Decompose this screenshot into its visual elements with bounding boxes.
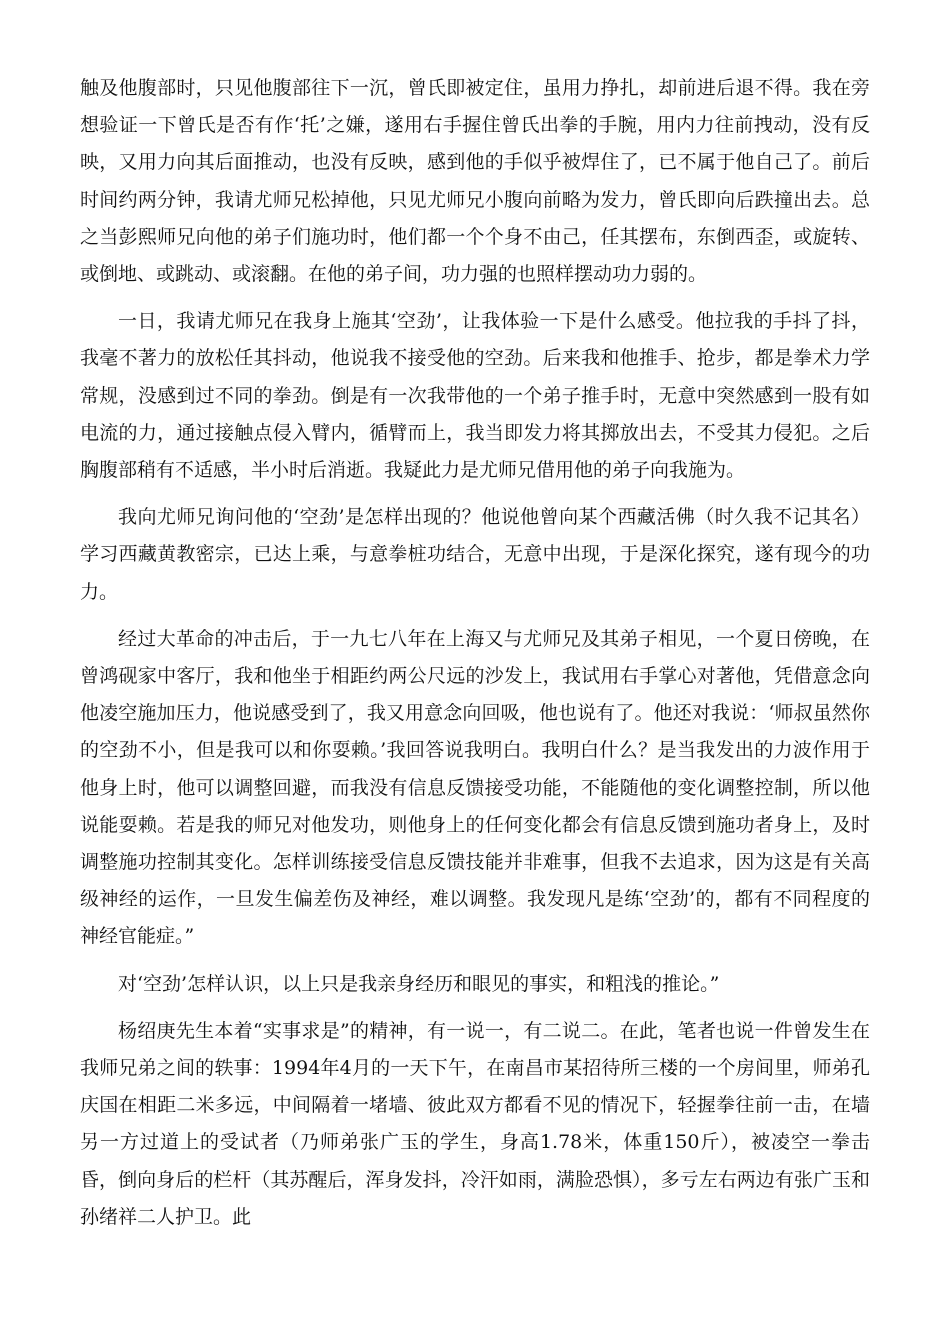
paragraph: 一日，我请尤师兄在我身上施其‘空劲’，让我体验一下是什么感受。他拉我的手抖了抖，我毫不著力的放松任其抖动，他说我不接受他的空劲。后来我和他推手、抢步，都是拳术力学常规，没感到过不同的拳劲。倒是有一次我带他的一个弟子推手时，无意中突然感到一股有如电流的力，通过接触点侵入臂内，循臂而上，我当即发力将其掷放出去，不受其力侵犯。之后胸腹部稍有不适感，半小时后消逝。我疑此力是尤师兄借用他的弟子向我施为。 <box>80 310 870 482</box>
paragraph: 对‘空劲’怎样认识，以上只是我亲身经历和眼见的事实，和粗浅的推论。” <box>118 972 720 995</box>
paragraph: 杨绍庚先生本着“实事求是”的精神，有一说一，有二说二。在此，笔者也说一件曾发生在我师兄弟之间的轶事：1994年4月的一天下午，在南昌市某招待所三楼的一个房间里，师弟孔庆国在相距二米多远，中间隔着一堵墙、彼此双方都看不见的情况下，轻握拳往前一击，在墙另一方过道上的受试者（乃师弟张广玉的学生，身高1.78米，体重150斤），被凌空一拳击昏，倒向身后的栏杆（其苏醒后，浑身发抖，冷汗如雨，满脸恐惧），多亏左右两边有张广玉和孙绪祥二人护卫。此 <box>80 1019 870 1228</box>
paragraph-continued: 触及他腹部时，只见他腹部往下一沉，曾氏即被定住，虽用力挣扎，却前进后退不得。我在旁想验证一下曾氏是否有作‘托’之嫌，遂用右手握住曾氏出拳的手腕，用内力往前拽动，没有反映，又用力向其后面推动，也没有反映，感到他的手似乎被焊住了，已不属于他自己了。前后时间约两分钟，我请尤师兄松掉他，只见尤师兄小腹向前略为发力，曾氏即向后跌撞出去。总之当彭熙师兄向他的弟子们施功时，他们都一个个身不由己，任其摆布，东倒西歪，或旋转、或倒地、或跳动、或滚翻。在他的弟子间，功力强的也照样摆动功力弱的。 <box>80 77 870 286</box>
paragraph: 经过大革命的冲击后，于一九七八年在上海又与尤师兄及其弟子相见，一个夏日傍晚，在曾鸿砚家中客厅，我和他坐于相距约两公尺远的沙发上，我试用右手掌心对著他，凭借意念向他凌空施加压力，他说感受到了，我又用意念向回吸，他也说有了。他还对我说：‘师叔虽然你的空劲不小，但是我可以和你耍赖。’我回答说我明白。我明白什么？是当我发出的力波作用于他身上时，他可以调整回避，而我没有信息反馈接受功能，不能随他的变化调整控制，所以他说能耍赖。若是我的师兄对他发功，则他身上的任何变化都会有信息反馈到施功者身上，及时调整施功控制其变化。怎样训练接受信息反馈技能并非难事，但我不去追求，因为这是有关高级神经的运作，一旦发生偏差伤及神经，难以调整。我发现凡是练‘空劲’的，都有不同程度的神经官能症。” <box>80 627 870 948</box>
paragraph: 我向尤师兄询问他的‘空劲’是怎样出现的？他说他曾向某个西藏活佛（时久我不记其名）学习西藏黄教密宗，已达上乘，与意拳桩功结合，无意中出现，于是深化探究，遂有现今的功力。 <box>80 506 870 603</box>
document-page <box>80 70 870 1246</box>
